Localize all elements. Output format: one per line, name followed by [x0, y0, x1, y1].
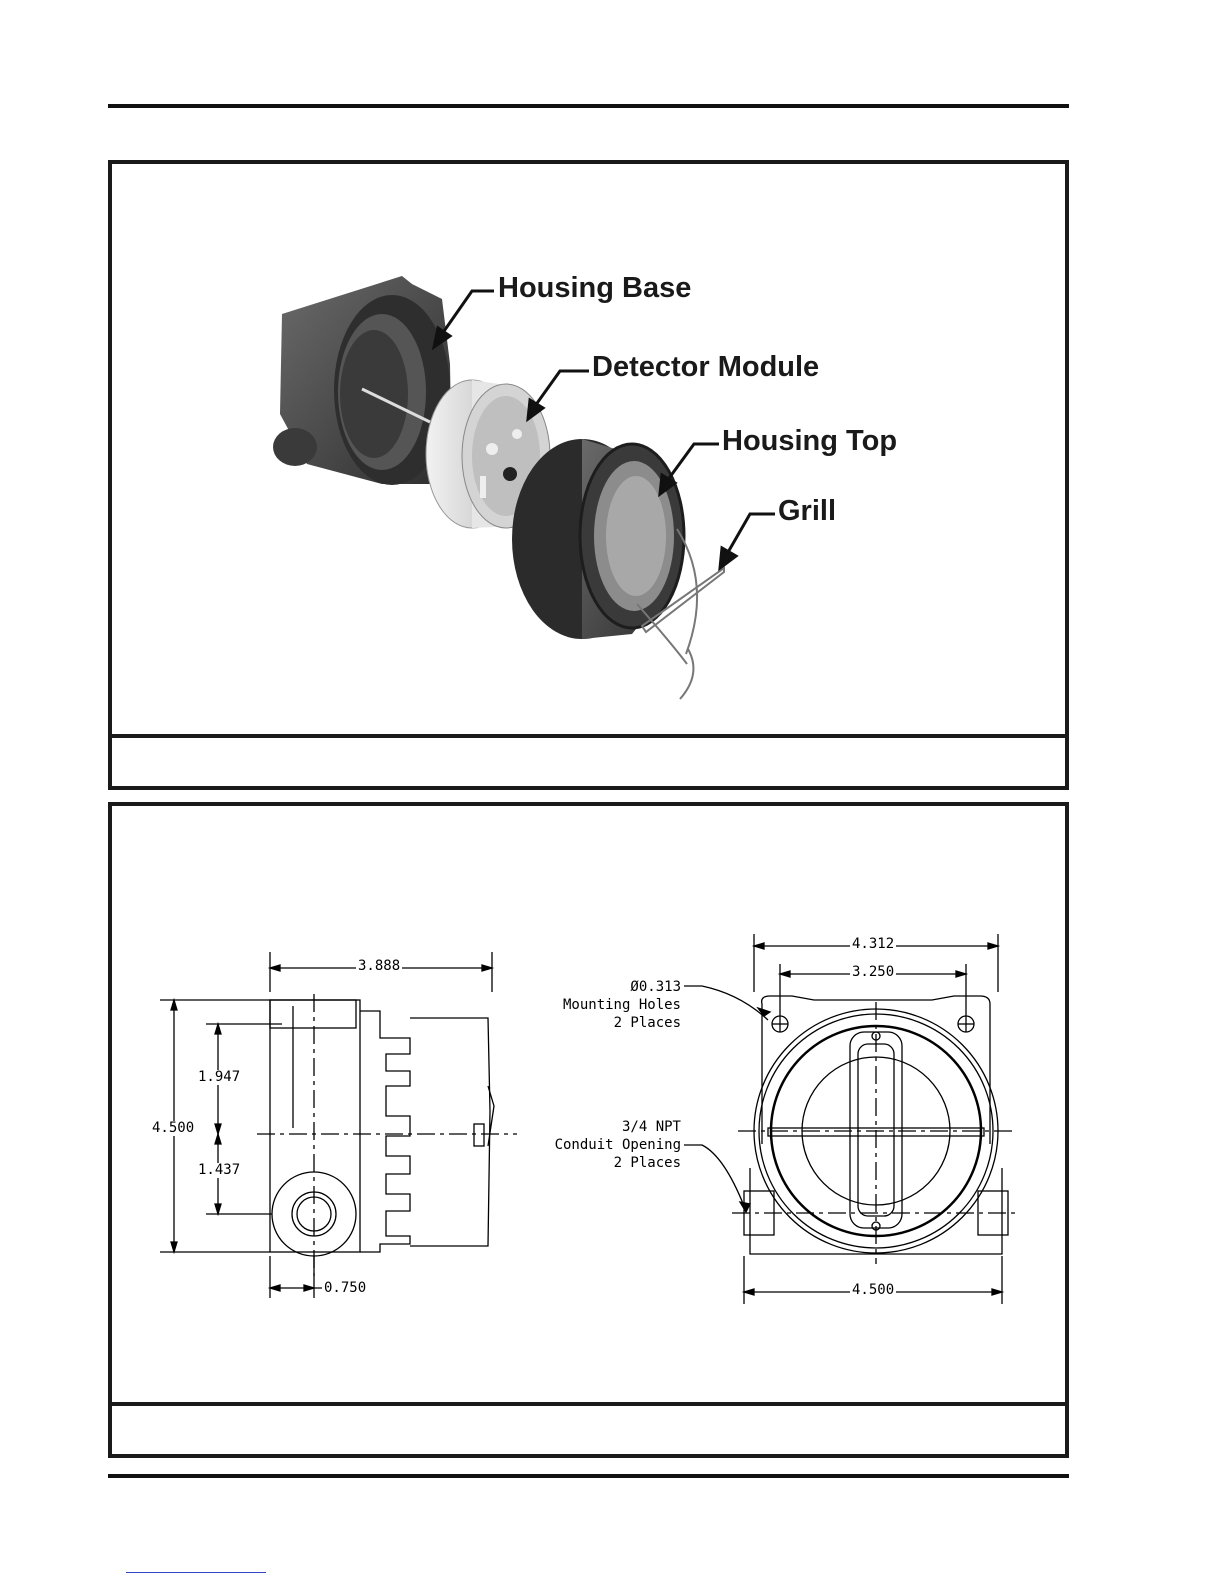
dimension-drawing: [112, 806, 1065, 1406]
dim-width-label: 3.888: [358, 958, 401, 974]
conduit-text: Conduit Opening: [554, 1137, 681, 1153]
side-view-drawing: [160, 952, 517, 1298]
mounting-holes-diameter: Ø0.313: [630, 979, 681, 995]
top-rule: [108, 104, 1069, 108]
grill-callout: Grill: [778, 495, 837, 527]
exploded-assembly-illustration: [112, 164, 1065, 734]
housing-base-callout: Housing Base: [498, 272, 692, 304]
dim-lower-label: 1.437: [198, 1162, 241, 1178]
dim-offset-label: 0.750: [324, 1280, 367, 1296]
figure1-caption-band: [112, 734, 1065, 786]
bottom-rule: [108, 1474, 1069, 1478]
front-view-drawing: [684, 934, 1017, 1304]
figure-dimensions: [108, 802, 1069, 1458]
housing-top-callout: Housing Top: [722, 425, 898, 457]
conduit-size: 3/4 NPT: [621, 1119, 681, 1135]
dim-overall-bottom-label: 4.500: [852, 1282, 895, 1298]
page-link-underline[interactable]: [126, 1572, 266, 1573]
conduit-opening-note: [555, 1118, 681, 1172]
mounting-holes-text: Mounting Holes: [562, 997, 681, 1013]
mounting-holes-note: [563, 978, 681, 1032]
dim-hole-spacing-label: 3.250: [852, 964, 895, 980]
mounting-holes-count: 2 Places: [613, 1015, 681, 1031]
dim-upper-label: 1.947: [198, 1069, 241, 1085]
figure2-caption-band: [112, 1402, 1065, 1454]
dim-overall-top-label: 4.312: [852, 936, 895, 952]
housing-base-part: [273, 276, 452, 485]
conduit-count: 2 Places: [613, 1155, 681, 1171]
detector-module-callout: Detector Module: [592, 351, 820, 383]
figure-exploded-view: [108, 160, 1069, 790]
housing-top-part: [512, 439, 684, 639]
dim-height-label: 4.500: [152, 1120, 195, 1136]
